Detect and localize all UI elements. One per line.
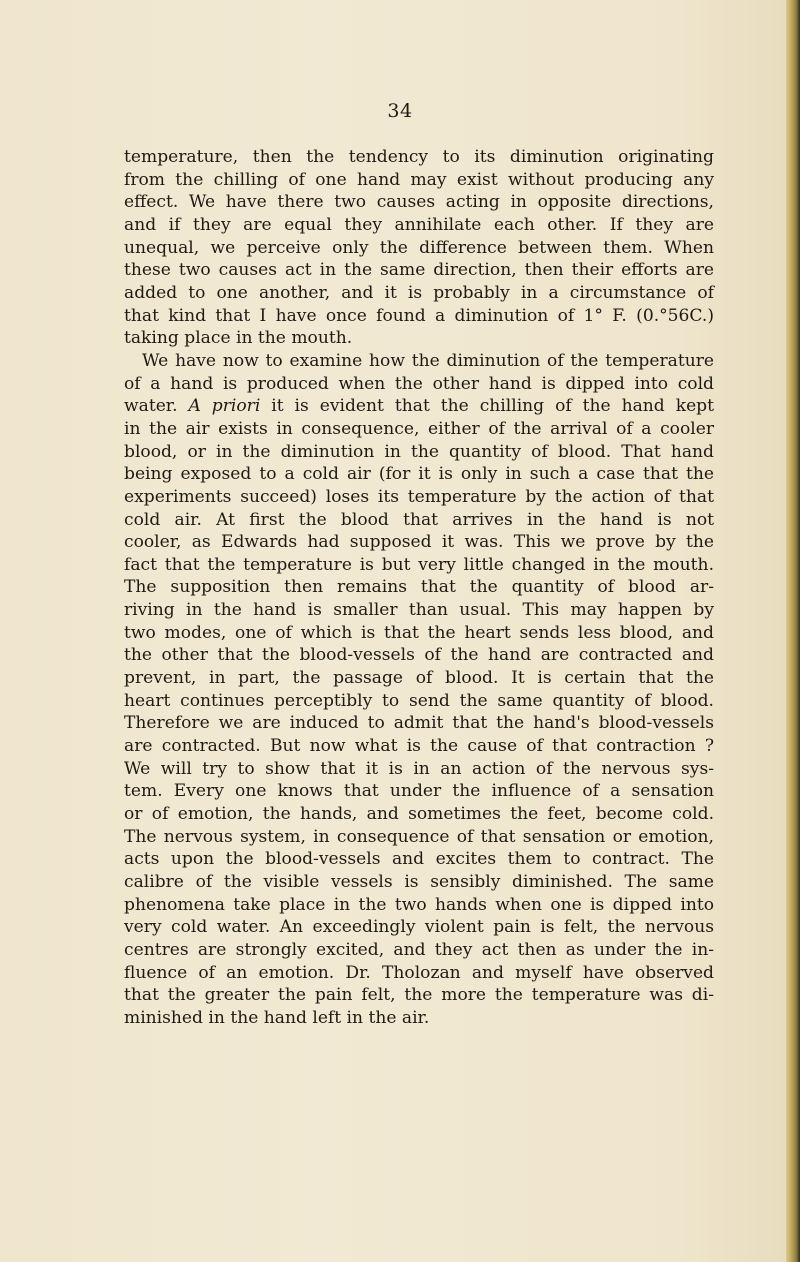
- text-line: these two causes act in the same direction, then their efforts are: [124, 260, 714, 281]
- text-line: added to one another, and it is probably in a circumstance of: [124, 282, 714, 303]
- paragraph: [124, 350, 714, 1030]
- text-line: or of emotion, the hands, and sometimes the feet, become cold.: [124, 804, 714, 825]
- text-line: that the greater the pain felt, the more the temperature was di-: [124, 985, 714, 1006]
- text-line: minished in the hand left in the air.: [124, 1007, 430, 1028]
- text-line: The supposition then remains that the quantity of blood ar-: [124, 577, 714, 598]
- text-line: temperature, then the tendency to its diminution originating: [124, 147, 714, 167]
- text-line: tem. Every one knows that under the influence of a sensation: [124, 781, 714, 802]
- text-line: centres are strongly excited, and they act then as under the in-: [124, 939, 714, 960]
- text-line: fluence of an emotion. Dr. Tholozan and myself have observed: [124, 962, 714, 983]
- text-line: very cold water. An exceedingly violent pain is felt, the nervous: [124, 917, 714, 938]
- text-line: We have now to examine how the diminution of the temperature: [142, 350, 714, 371]
- text-line: experiments succeed) loses its temperature by the action of that: [124, 486, 714, 507]
- text-line: of a hand is produced when the other hand is dipped into cold: [124, 373, 714, 394]
- paragraph: [124, 146, 714, 350]
- text-line: cooler, as Edwards had supposed it was. This we prove by the: [124, 532, 714, 553]
- text-line: cold air. At first the blood that arrives in the hand is not: [124, 509, 714, 530]
- text-line: in the air exists in consequence, either of the arrival of a cooler: [124, 418, 714, 439]
- text-line: that kind that I have once found a diminution of 1° F. (0.°56C.): [124, 305, 714, 326]
- text-line: prevent, in part, the passage of blood. It is certain that the: [124, 668, 714, 689]
- text-line: We will try to show that it is in an action of the nervous sys-: [124, 758, 714, 779]
- text-line: heart continues perceptibly to send the same quantity of blood.: [124, 690, 714, 711]
- page-number: 34: [387, 100, 413, 122]
- text-line: taking place in the mouth.: [124, 328, 353, 349]
- text-line: water. A priori it is evident that the chilling of the hand kept: [124, 396, 714, 417]
- page-edge: [786, 0, 800, 1262]
- text-line: blood, or in the diminution in the quantity of blood. That hand: [124, 441, 714, 462]
- text-line: Therefore we are induced to admit that the hand's blood-vessels: [124, 713, 714, 734]
- text-line: The nervous system, in consequence of that sensation or emotion,: [124, 826, 714, 847]
- text-line: effect. We have there two causes acting in opposite directions,: [124, 192, 714, 213]
- text-line: phenomena take place in the two hands when one is dipped into: [124, 894, 714, 915]
- text-line: the other that the blood-vessels of the hand are contracted and: [124, 645, 714, 666]
- text-line: unequal, we perceive only the difference between them. When: [124, 237, 714, 258]
- body-text: [124, 146, 714, 1030]
- text-line: riving in the hand is smaller than usual. This may happen by: [124, 600, 714, 621]
- text-line: being exposed to a cold air (for it is only in such a case that the: [124, 464, 714, 485]
- text-line: and if they are equal they annihilate each other. If they are: [124, 214, 714, 235]
- text-line: fact that the temperature is but very little changed in the mouth.: [124, 554, 714, 575]
- text-line: two modes, one of which is that the heart sends less blood, and: [124, 622, 714, 643]
- text-line: are contracted. But now what is the cause of that contraction ?: [124, 736, 714, 757]
- text-line: acts upon the blood-vessels and excites them to contract. The: [124, 849, 714, 870]
- text-line: calibre of the visible vessels is sensibly diminished. The same: [124, 872, 714, 892]
- italic-phrase: A priori: [188, 396, 261, 417]
- text-line: from the chilling of one hand may exist without producing any: [124, 169, 714, 190]
